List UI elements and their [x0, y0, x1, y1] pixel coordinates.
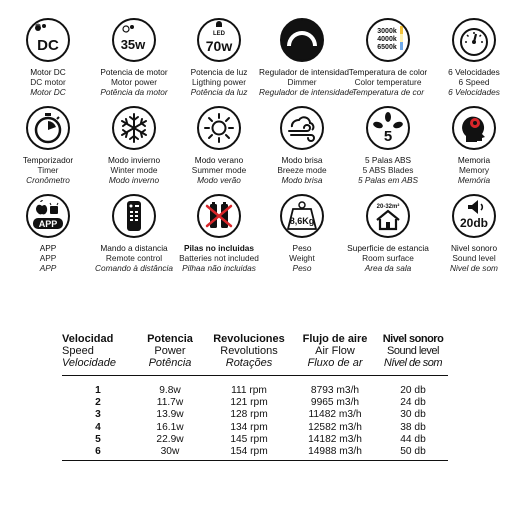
- app-badge: APP: [38, 219, 58, 229]
- label-pt: Peso: [292, 263, 312, 273]
- label-es: Potencia de luz: [190, 67, 248, 77]
- label-en: Sound level: [452, 253, 496, 263]
- label-es: Mando a distancia: [100, 243, 168, 253]
- cell-revolutions: 154 rpm: [230, 446, 268, 458]
- cell-power: 11.7w: [156, 397, 184, 409]
- sun-icon: [197, 106, 241, 150]
- label-en: Motor power: [110, 77, 158, 87]
- label-es: Regulador de intensidad: [259, 67, 349, 77]
- label-pt: Modo verão: [197, 175, 241, 185]
- speedometer-icon: [452, 18, 496, 62]
- feature-row: [0, 194, 520, 282]
- cell-sound: 50 db: [400, 446, 426, 458]
- cell-sound: 20 db: [400, 385, 426, 396]
- label-en: Color temperature: [354, 77, 422, 87]
- fan-blades-icon: [366, 106, 410, 150]
- cell-speed: 3: [95, 409, 101, 421]
- label-pt: Cronômetro: [26, 175, 70, 185]
- table-row: [62, 434, 448, 446]
- temp-6500k: 6500k: [377, 44, 397, 51]
- sound-level-icon: [452, 194, 496, 238]
- snowflake-icon: [112, 106, 156, 150]
- remote-control-icon: [112, 194, 156, 238]
- no-batteries-icon: [197, 194, 241, 238]
- label-pt: Nivel de som: [450, 263, 498, 273]
- color-temperature-icon: [366, 18, 410, 62]
- label-pt: Modo inverno: [108, 175, 160, 185]
- label-pt: Temperatura de cor: [351, 87, 425, 97]
- label-pt: Modo brisa: [281, 175, 323, 185]
- led-badge: LED: [213, 31, 225, 37]
- feature-no-batteries: [176, 194, 262, 273]
- feature-sound-level: [431, 194, 517, 273]
- label-en: Timer: [37, 165, 59, 175]
- feature-remote-control: [91, 194, 177, 273]
- cell-speed: 2: [95, 397, 101, 409]
- label-pt: Potência da motor: [100, 87, 168, 97]
- table-row: [62, 409, 448, 421]
- blades-badge: 5: [383, 128, 393, 145]
- cell-airflow: 14988 m3/h: [308, 446, 362, 458]
- label-en: Remote control: [105, 253, 163, 263]
- label-en: Dimmer: [287, 77, 317, 87]
- col-header-revolutions: Revoluciones Revolutions Rotações: [213, 333, 285, 369]
- feature-row: [0, 18, 520, 106]
- label-pt: 5 Palas em ABS: [357, 175, 419, 185]
- label-en: 6 Speed: [458, 77, 490, 87]
- label-pt: Potência da luz: [190, 87, 248, 97]
- feature-breeze-mode: [259, 106, 345, 185]
- room-surface-icon: [366, 194, 410, 238]
- cell-power: 30w: [160, 446, 180, 458]
- cell-speed: 1: [95, 385, 101, 396]
- label-es: 5 Palas ABS: [364, 155, 412, 165]
- sound-badge: 20db: [459, 216, 489, 230]
- label-en: DC motor: [30, 77, 66, 87]
- feature-timer: [5, 106, 91, 185]
- feature-dimmer: [259, 18, 354, 97]
- label-pt: Memória: [457, 175, 491, 185]
- col-header-speed: Velocidad Speed Velocidade: [62, 333, 117, 369]
- cell-speed: 5: [95, 433, 101, 445]
- temp-3000k: 3000k: [377, 28, 397, 35]
- cell-airflow: 14182 m3/h: [308, 433, 362, 445]
- feature-summer-mode: [176, 106, 262, 185]
- feature-dc-motor: [5, 18, 91, 97]
- feature-room-surface: [345, 194, 431, 273]
- label-en: Batteries not included: [179, 253, 259, 263]
- cell-sound: 38 db: [400, 421, 426, 433]
- label-es: Modo brisa: [281, 155, 323, 165]
- label-es: Nivel sonoro: [450, 243, 498, 253]
- label-en: Breeze mode: [277, 165, 327, 175]
- dc-motor-icon: [26, 18, 70, 62]
- cell-revolutions: 134 rpm: [230, 421, 268, 433]
- feature-led-power: [176, 18, 262, 97]
- cell-sound: 24 db: [400, 397, 426, 409]
- dc-badge: DC: [37, 37, 59, 54]
- label-es: Potencia de motor: [100, 67, 168, 77]
- memory-head-icon: [452, 106, 496, 150]
- cell-revolutions: 128 rpm: [230, 409, 268, 421]
- table-header-row: [62, 333, 448, 376]
- feature-weight: [259, 194, 345, 273]
- label-es: 6 Velocidades: [448, 67, 500, 77]
- cell-speed: 6: [95, 446, 101, 458]
- label-es: Peso: [292, 243, 312, 253]
- label-pt: Pilhaa não incluidas: [182, 263, 256, 273]
- label-en: Ligthing power: [192, 77, 246, 87]
- label-en: APP: [39, 253, 57, 263]
- label-en: Winter mode: [110, 165, 158, 175]
- label-es: APP: [39, 243, 57, 253]
- cell-airflow: 11482 m3/h: [308, 409, 362, 421]
- motor-power-badge: 35w: [120, 37, 146, 52]
- cell-airflow: 8793 m3/h: [310, 385, 360, 396]
- dimmer-icon: [280, 18, 324, 62]
- label-es: Superficie de estancia: [347, 243, 429, 253]
- label-es: Memoria: [457, 155, 491, 165]
- label-es: Motor DC: [30, 67, 66, 77]
- col-header-power: Potencia Power Potência: [147, 333, 193, 369]
- weight-badge: 8,6Kg: [289, 216, 315, 226]
- feature-six-speed: [431, 18, 517, 97]
- label-en: 5 ABS Blades: [362, 165, 414, 175]
- spec-table: [62, 333, 448, 461]
- cell-power: 9.8w: [159, 385, 181, 396]
- feature-color-temperature: [345, 18, 431, 97]
- feature-app: [5, 194, 91, 273]
- col-header-sound-level: Nivel sonoro Sound level Nível de som: [382, 333, 444, 369]
- label-en: Memory: [459, 165, 489, 175]
- label-pt: APP: [39, 263, 57, 273]
- label-pt: 6 Velocidades: [448, 87, 500, 97]
- table-row: [62, 422, 448, 434]
- cell-sound: 30 db: [400, 409, 426, 421]
- label-pt: Area da sala: [364, 263, 412, 273]
- cell-power: 13.9w: [156, 409, 184, 421]
- led-power-icon: [197, 18, 241, 62]
- label-es: Temporizador: [22, 155, 74, 165]
- cell-revolutions: 121 rpm: [230, 397, 268, 409]
- cell-airflow: 9965 m3/h: [310, 397, 360, 409]
- weight-icon: [280, 194, 324, 238]
- cell-speed: 4: [95, 421, 101, 433]
- cell-sound: 44 db: [400, 433, 426, 445]
- temp-4000k: 4000k: [377, 36, 397, 43]
- feature-motor-power: [91, 18, 177, 97]
- app-icon: [26, 194, 70, 238]
- feature-row: [0, 106, 520, 194]
- wind-icon: [280, 106, 324, 150]
- label-es: Modo verano: [194, 155, 244, 165]
- cell-revolutions: 145 rpm: [230, 433, 268, 445]
- feature-winter-mode: [91, 106, 177, 185]
- surface-badge: 20-32m²: [376, 204, 400, 210]
- label-pt: Comando à distância: [95, 263, 173, 273]
- cell-power: 16.1w: [156, 421, 184, 433]
- col-header-airflow: Flujo de aire Air Flow Fluxo de ar: [302, 333, 368, 369]
- label-es: Modo invierno: [107, 155, 161, 165]
- timer-icon: [26, 106, 70, 150]
- table-bottom-rule: [62, 461, 448, 462]
- cell-revolutions: 111 rpm: [231, 385, 267, 396]
- label-en: Room surface: [362, 253, 414, 263]
- label-en: Weight: [289, 253, 315, 263]
- feature-memory: [431, 106, 517, 185]
- label-es: Pilas no incluidas: [183, 243, 255, 253]
- feature-five-blades: [345, 106, 431, 185]
- led-power-badge: 70w: [205, 38, 233, 54]
- motor-power-icon: [112, 18, 156, 62]
- label-es: Temperatura de color: [348, 67, 428, 77]
- label-pt: Motor DC: [30, 87, 66, 97]
- label-pt: Regulador de intensidade: [259, 87, 354, 97]
- table-row: [62, 397, 448, 409]
- cell-airflow: 12582 m3/h: [308, 421, 362, 433]
- cell-power: 22.9w: [156, 433, 184, 445]
- table-row: [62, 376, 448, 398]
- label-en: Summer mode: [191, 165, 247, 175]
- table-row: [62, 446, 448, 461]
